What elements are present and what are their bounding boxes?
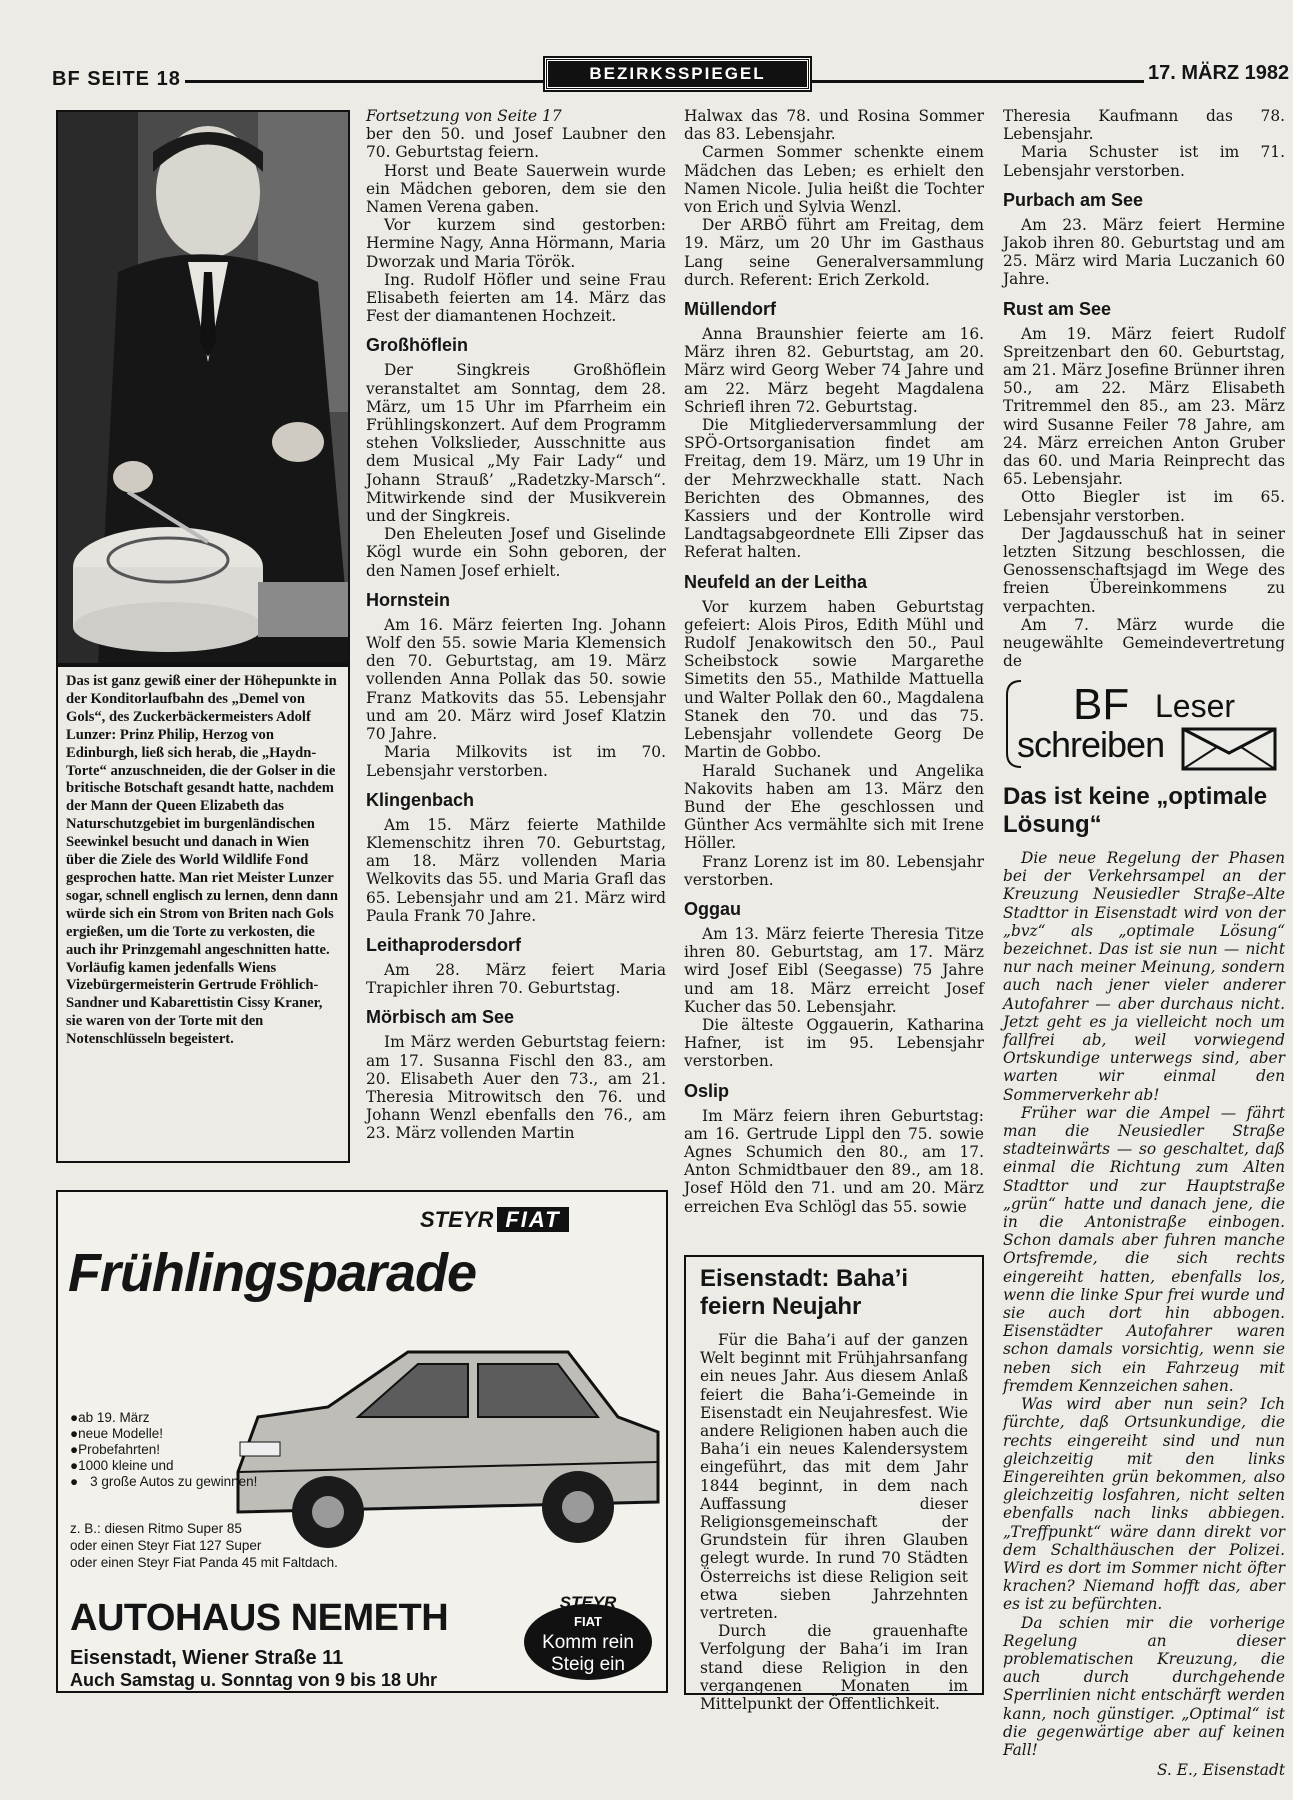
heading-oggau: Oggau <box>684 898 741 919</box>
paragraph: Am 15. März feierte Mathilde Klemenschitz ihren 70. Geburtstag, am 18. März vollenden Maria Welkovits das 55. und Maria Grafl das 65. Lebensjahr und am 21. März wird Paula Frank 70 Jahre. <box>366 815 666 925</box>
paragraph: Den Eheleuten Josef und Giselinde Kögl wurde ein Sohn geboren, der den Namen Josef erhielt. <box>366 525 666 580</box>
column-3 <box>684 107 984 1216</box>
heading-muellendorf: Müllendorf <box>684 299 776 320</box>
paragraph: Da schien mir die vorherige Regelung an dieser problematischen Kreuzung, die auch durch durchgehende Sperrlinien nicht entschärft werden kann, noch günstiger. „Optimal“ ist die gegenwärtige aber auf keinen Fall! <box>1003 1613 1285 1759</box>
paragraph: Vor kurzem haben Geburtstag gefeiert: Alois Piros, Edith Mühl und Rudolf Jenakowitsch den 50., Paul Scheibstock sowie Margarethe Simetits den 55., Mathilde Mattuella und Walter Pollak den 60., Magdalena Stanek den 70. und das 75. Lebensjahr vollendete Georg De Martin de Gobbo. <box>684 597 984 762</box>
paragraph: Am 16. März feierten Ing. Johann Wolf den 55. sowie Maria Klemensich den 70. Geburtstag, am 19. März vollenden Anna Pollak das 50. sowie Franz Matkovits das 55. Lebensjahr und am 20. März wird Josef Klatzin 70 Jahre. <box>366 615 666 744</box>
column-2 <box>366 107 666 1143</box>
paragraph: Am 7. März wurde die neugewählte Gemeindevertretung de <box>1003 615 1285 671</box>
paragraph: Die älteste Oggauerin, Katharina Hafner, ist im 95. Lebensjahr verstorben. <box>684 1015 984 1071</box>
paragraph: ber den 50. und Josef Laubner den 70. Geburtstag feiern. <box>366 125 666 162</box>
paragraph: Der Singkreis Großhöflein veranstaltet am Sonntag, dem 28. März, um 15 Uhr im Pfarrheim ein Frühlingskonzert. Auf dem Programm stehen Volkslieder, Ausschnitte aus dem Musical „My Fair Lady“ und Johann Strauß’ „Radetzky-Marsch“. Mitwirkende sind der Musikverein und der Singkreis. <box>366 361 666 526</box>
badge-line1: Komm rein <box>542 1632 634 1653</box>
paragraph: Theresia Kaufmann das 78. Lebensjahr. <box>1003 107 1285 144</box>
header-rule-right <box>812 80 1144 83</box>
brand-steyr: STEYR <box>420 1207 494 1232</box>
paragraph: Im März werden Geburtstag feiern: am 17. Susanna Fischl den 83., am 20. Elisabeth Auer den 73., am 21. Theresia Mitrowitsch den 76. und Johann Wenzl ebenfalls den 76., am 23. März vollenden Martin <box>366 1033 666 1143</box>
letter-signature: S. E., Eisenstadt <box>1156 1761 1285 1780</box>
paragraph: Halwax das 78. und Rosina Sommer das 83. Lebensjahr. <box>684 107 984 144</box>
paragraph: Was wird aber nun sein? Ich fürchte, daß Ortsunkundige, die rechts eingereiht sind und nun gleichzeitig mit den links Eingereihten grün bekommen, also gleichzeitig losfahren, nicht selten ebenfalls nach links abbiegen. „Treffpunkt“ wäre dann direkt vor dem Schalthäuschen der Polizei. Wird es dort im Sommer nicht öfter krachen? Niemand hofft das, aber es ist zu befürchten. <box>1003 1395 1285 1614</box>
bahai-headline: Eisenstadt: Baha’i feiern Neujahr <box>700 1265 909 1320</box>
photo-caption: Das ist ganz gewiß einer der Höhepunkte in der Konditorlaufbahn des „Demel von Gols“, des Zuckerbäckermeisters Adolf Lunzer: Prinz Philip, Herzog von Edinburgh, ließ sich herab, die „Haydn-Torte“ anzuschneiden, die der Golser in die britische Botschaft gesandt hatte, nachdem der Mann der Queen Elizabeth das Naturschutzgebiet im burgenländischen Seewinkel besucht und danach in Wien über die Ziele des World Wildlife Fond gesprochen hatte. Man riet Meister Lunzer sogar, schnell englisch zu lernen, denn dann würde sich ein Strom von Briten nach Gols ergießen, um die Torte zu verkosten, die auch ihr Prinzgemahl angeschnitten hatte. Vorläufig kamen jedenfalls Wiens Vizebürgermeisterin Gertrude Fröhlich-Sandner und Kabarettistin Cissy Kraner, sie waren von der Torte mit den Notenschlüsseln begeistert. <box>56 665 350 1163</box>
paragraph: Am 19. März feiert Rudolf Spreitzenbart den 60. Geburtstag, am 21. März Josefine Brünner ihren 50., am 22. März Elisabeth Tritremmel den 85., am 23. März wird Susanne Feiler 78 Jahre, am 24. März erreichen Anton Gruber das 60. und Maria Reinprecht das 65. Lebensjahr. <box>1003 324 1285 489</box>
dealer-hours: Auch Samstag u. Sonntag von 9 bis 18 Uhr <box>70 1670 438 1690</box>
car-dealer-advertisement <box>56 1190 668 1693</box>
bullet-item: ● 3 große Autos zu gewinnen! <box>70 1474 257 1490</box>
letter-to-editor <box>1003 775 1285 1779</box>
badge-steyr: STEYR <box>559 1593 617 1612</box>
bullet-item: ● ab 19. März <box>70 1410 257 1426</box>
brand-fiat: FIAT <box>497 1207 568 1232</box>
bullet-item: ● 1000 kleine und <box>70 1458 257 1474</box>
paragraph: Die neue Regelung der Phasen bei der Verkehrsampel an der Kreuzung Neusiedler Straße–Alte Stadttor in Eisenstadt wird von der „bvz“ als „optimale Lösung“ bezeichnet. Das ist sie nun — nicht nur nach meiner Meinung, sondern auch nach jener vieler anderer Autofahrer — aber durchaus nicht. Jetzt geht es ja vielleicht noch um fallfrei ab, weil vorwiegend Ortskundige unterwegs sind, aber warten wir einmal den Sommerverkehr ab! <box>1003 849 1285 1104</box>
paragraph: Früher war die Ampel — fährt man die Neusiedler Straße stadteinwärts — so geschaltet, daß einmal die Richtung zum Alten Stadttor und zur Hauptstraße „grün“ hatte und danach jene, die in die Antonistraße einbogen. Schon damals aber fuhren manche Ortsfremde, die sich rechts eingereiht hatten, ebenfalls los, wenn die linke Spur frei wurde und sie auch dort hin abbogen. Eisenstädter Autofahrer waren schon damals vorsichtig, wenn sie neben sich ein Fahrzeug mit fremdem Kennzeichen sahen. <box>1003 1103 1285 1395</box>
section-title: BEZIRKSSPIEGEL <box>545 58 810 90</box>
paragraph: Anna Braunshier feierte am 16. März ihren 82. Geburtstag, am 20. März wird Georg Weber 74 Jahre und am 22. März begeht Magdalena Schriefl ihren 72. Geburtstag. <box>684 325 984 416</box>
offer-line: oder einen Steyr Fiat 127 Super <box>70 1538 262 1553</box>
paragraph: Horst und Beate Sauerwein wurde ein Mädchen geboren, dem sie den Namen Verena gaben. <box>366 161 666 217</box>
paragraph: Ing. Rudolf Höfler und seine Frau Elisabeth feierten am 14. März das Fest der diamantenen Hochzeit. <box>366 270 666 326</box>
page-number: BF SEITE 18 <box>52 68 181 90</box>
heading-rust: Rust am See <box>1003 298 1112 319</box>
paragraph: Harald Suchanek und Angelika Nakovits haben am 13. März den Bund der Ehe geschlossen und Günther Acs vermählte sich mit Irene Höller. <box>684 761 984 853</box>
heading-purbach: Purbach am See <box>1003 189 1144 210</box>
offer-line: oder einen Steyr Fiat Panda 45 mit Faltdach. <box>70 1555 338 1570</box>
bullet-item: ● neue Modelle! <box>70 1426 257 1442</box>
paragraph: Vor kurzem sind gestorben: Hermine Nagy, Anna Hörmann, Maria Dworzak und Maria Török. <box>366 216 666 271</box>
dealer-name: AUTOHAUS NEMETH <box>70 1597 449 1639</box>
column-4 <box>1003 107 1285 670</box>
paragraph: Die Mitgliederversammlung der SPÖ-Ortsorganisation findet am Freitag, dem 19. März, um 19 Uhr in der Mehrzweckhalle statt. Nach Berichten des Obmannes, des Kassiers und der Kontrolle wird Landtagsabgeordnete Elli Zipser das Referat halten. <box>684 416 984 562</box>
heading-klingenbach: Klingenbach <box>366 789 475 810</box>
offer-line: z. B.: diesen Ritmo Super 85 <box>70 1521 242 1536</box>
envelope-icon <box>1183 729 1275 769</box>
heading-oslip: Oslip <box>684 1080 730 1101</box>
paragraph: Durch die grauenhafte Verfolgung der Baha’i im Iran stand diese Religion in den vergangenen Monaten im Mittelpunkt der Öffentlichkeit. <box>700 1622 968 1714</box>
badge-line2: Steig ein <box>551 1654 625 1675</box>
paragraph: Der Jagdausschuß hat in seiner letzten Sitzung beschlossen, die Genossenschaftsjagd im Wege des freien Übereinkommens zu verpachten. <box>1003 524 1285 616</box>
heading-leithaprodersdorf: Leithaprodersdorf <box>366 934 522 955</box>
leser-word: Leser <box>1155 688 1236 724</box>
paragraph: Im März feiern ihren Geburtstag: am 16. Gertrude Lippl den 75. sowie Agnes Schumich den 80., am 17. Anton Schmidtbauer den 89., am 18. Josef Höld den 71. und am 20. März erreichen Eva Schlögl das 55. sowie <box>684 1106 984 1216</box>
ad-bullet-list <box>70 1410 257 1490</box>
paragraph: Der ARBÖ führt am Freitag, dem 19. März, um 20 Uhr im Gasthaus Lang seine Generalversammlung durch. Referent: Erich Zerkold. <box>684 216 984 289</box>
photo-prince-cutting-cake <box>56 110 350 665</box>
paragraph: Carmen Sommer schenkte einem Mädchen das Leben; es erhielt den Namen Nicole. Julia heißt die Tochter von Erich und Sylvia Wenzl. <box>684 143 984 217</box>
letter-headline: Das ist keine „optimale Lösung“ <box>1003 783 1268 838</box>
dealer-address: Eisenstadt, Wiener Straße 11 <box>70 1647 344 1669</box>
heading-hornstein: Hornstein <box>366 589 451 610</box>
ad-offer <box>70 1520 338 1571</box>
badge-fiat: FIAT <box>574 1614 602 1629</box>
bf-logo-text: BF <box>1073 680 1130 729</box>
paragraph: Am 23. März feiert Hermine Jakob ihren 80. Geburtstag und am 25. März wird Maria Luczanich 60 Jahre. <box>1003 215 1285 289</box>
header-rule-left <box>185 80 543 83</box>
heading-neufeld: Neufeld an der Leitha <box>684 571 868 592</box>
ad-brand <box>420 1207 569 1233</box>
paragraph: Otto Biegler ist im 65. Lebensjahr verstorben. <box>1003 488 1285 525</box>
paragraph: Am 28. März feiert Maria Trapichler ihren 70. Geburtstag. <box>366 960 666 998</box>
paragraph: Maria Schuster ist im 71. Lebensjahr verstorben. <box>1003 143 1285 180</box>
paragraph: Für die Baha’i auf der ganzen Welt beginnt mit Frühjahrsanfang ein neues Jahr. Aus diesem Anlaß feiert die Baha’i-Gemeinde in Eisenstadt ein Neujahresfest. Wie andere Religionen haben auch die Baha’i ein neues Kalendersystem eingeführt, das mit dem Jahr 1844 beginnt, in dem nach Auffassung dieser Religionsgemeinschaft der Grundstein für ihren Glauben gelegt wurde. In rund 70 Städten Österreichs ist diese Religion seit etwa sieben Jahrzehnten vertreten. <box>700 1331 968 1623</box>
paragraph: Maria Milkovits ist im 70. Lebensjahr verstorben. <box>366 743 666 780</box>
bahai-article-box <box>684 1255 984 1714</box>
steyr-fiat-badge <box>516 1590 661 1685</box>
heading-moerbisch: Mörbisch am See <box>366 1007 515 1028</box>
paragraph: Am 13. März feierte Theresia Titze ihren 80. Geburtstag, am 17. März wird Josef Eibl (Seegasse) 75 Jahre und am 18. März erreicht Josef Kucher das 50. Lebensjahr. <box>684 924 984 1016</box>
continuation-note: Fortsetzung von Seite 17 <box>366 107 562 125</box>
leser-schreiben-logo <box>1003 673 1283 773</box>
ad-title: Frühlingsparade <box>68 1243 477 1303</box>
heading-grosshoeflein: Großhöflein <box>366 335 468 356</box>
bullet-item: ● Probefahrten! <box>70 1442 257 1458</box>
paragraph: Franz Lorenz ist im 80. Lebensjahr verstorben. <box>684 852 984 889</box>
issue-date: 17. MÄRZ 1982 <box>1148 62 1290 84</box>
schreiben-word: schreiben <box>1017 724 1165 765</box>
